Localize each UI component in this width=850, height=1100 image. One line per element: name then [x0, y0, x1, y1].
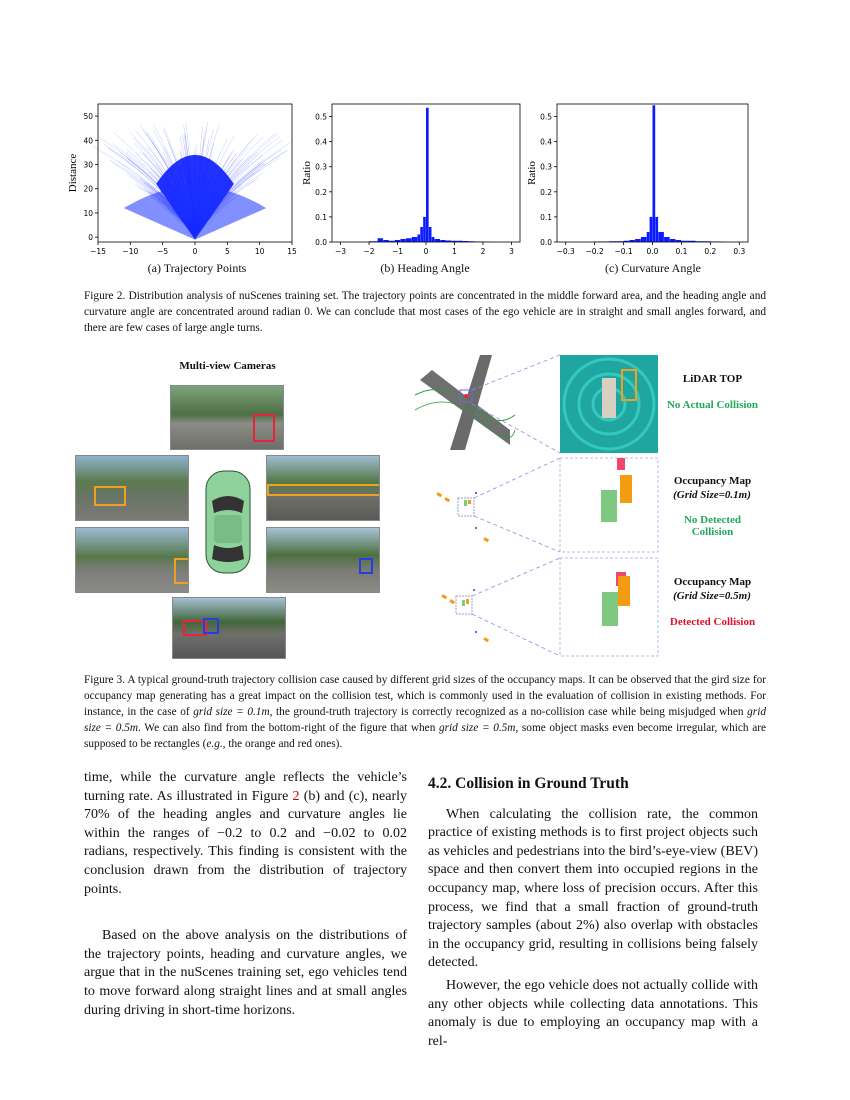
y-tick-label: 0.3 [540, 162, 552, 172]
y-tick-label: 0.3 [315, 162, 327, 172]
right-paragraph-2: However, the ego vehicle does not actually collide with any other objects while collecting data annotations. This anomaly is due to employing an occupancy map with a rel- [428, 977, 758, 1049]
occupancy-overview-1 [436, 492, 489, 542]
occupancy-overview-2 [441, 589, 489, 642]
y-tick-label: 40 [83, 136, 93, 146]
bbox-red [253, 414, 275, 442]
histogram-bar [406, 238, 411, 242]
x-tick-label: −10 [122, 247, 139, 256]
y-tick-label: 0.1 [540, 212, 552, 222]
x-tick-label: 1 [452, 247, 457, 256]
y-axis-label: Distance [67, 153, 79, 193]
occ1-grid: (Grid Size=0.1m) [673, 489, 751, 501]
camera-front-right [266, 455, 380, 521]
bev-views [410, 350, 660, 660]
histogram-bar [378, 238, 383, 242]
x-tick-label: −0.1 [614, 247, 633, 256]
occ2-title: Occupancy Map [673, 576, 752, 588]
y-tick-label: 0.5 [315, 112, 327, 122]
left-paragraph-2: Based on the above analysis on the distributions of the trajectory points, heading and curvature angles, we argue that in the nuScenes training set, ego vehicles tend to move forward along straight lines and at small angles during driving in short-time horizons. [84, 928, 407, 1018]
figure-2-caption: Figure 2. Distribution analysis of nuScenes training set. The trajectory points are concentrated in the middle forward area, and the heading angle and curvature angle are concentrated around radian 0. We can conclude that most cases of the ego vehicle are in straight and small angles forward, and there are few cases of large angle turns. [84, 290, 766, 334]
y-tick-label: 0.4 [315, 137, 327, 147]
histogram-bar [670, 239, 676, 242]
histogram-bar [417, 234, 420, 242]
y-tick-label: 0.2 [315, 187, 327, 197]
cameras-title: Multi-view Cameras [179, 360, 276, 372]
y-tick-label: 0 [88, 233, 93, 243]
camera-back-right [266, 527, 380, 593]
left-paragraph-1: time, while the curvature angle reflects the vehicle’s turning rate. As illustrated in Figure 2 (b) and (c), nearly 70% of the heading angles and curvature angles lie within the ranges of −0.2 to 0.2 and −0.02 to 0.02 radians, respectively. This finding is consistent with the conclusion drawn from the distribution of trajectory points. [84, 770, 407, 897]
y-tick-label: 0.0 [540, 238, 552, 247]
bbox-orange-small [174, 558, 189, 584]
chart-1 [301, 104, 520, 256]
occ2-grid: (Grid Size=0.5m) [673, 590, 751, 602]
bbox-blue [359, 558, 373, 574]
histogram-bar [647, 232, 650, 242]
ego-car-icon [200, 467, 256, 577]
y-axis-label: Ratio [526, 161, 538, 185]
figure-2-charts [0, 95, 850, 260]
x-tick-label: −1 [391, 247, 404, 256]
subcaption-b: (b) Heading Angle [380, 261, 470, 275]
histogram-bar [641, 237, 647, 242]
x-tick-label: 2 [480, 247, 486, 256]
histogram-bar [432, 237, 435, 242]
histogram-bar [658, 232, 664, 242]
x-tick-label: −0.2 [585, 247, 604, 256]
y-tick-label: 30 [83, 160, 93, 170]
occ1-title: Occupancy Map [673, 475, 752, 487]
x-tick-label: −3 [335, 247, 347, 256]
x-tick-label: 5 [224, 247, 230, 256]
histogram-bar [653, 105, 656, 242]
camera-front-left [75, 455, 189, 521]
x-tick-label: −0.3 [556, 247, 575, 256]
y-tick-label: 20 [83, 184, 93, 194]
x-tick-label: 0.3 [733, 247, 746, 256]
x-tick-label: 0.0 [646, 247, 659, 256]
y-axis-label: Ratio [301, 161, 313, 185]
histogram-bar [426, 108, 429, 242]
occ1-status: No Detected Collision [683, 514, 742, 538]
x-tick-label: 0.1 [675, 247, 688, 256]
occ2-status: Detected Collision [669, 616, 756, 628]
right-column [428, 775, 758, 1051]
y-tick-label: 0.4 [540, 137, 552, 147]
x-tick-label: −5 [157, 247, 169, 256]
y-tick-label: 10 [83, 208, 93, 218]
histogram-bar [655, 217, 658, 242]
left-column [84, 769, 407, 1020]
subcaption-c: (c) Curvature Angle [605, 261, 701, 275]
camera-front [170, 385, 284, 450]
y-tick-label: 50 [83, 112, 93, 122]
histogram-bar [664, 237, 670, 242]
multi-view-cameras [70, 355, 400, 660]
histogram-bar [429, 227, 432, 242]
figure-3-caption: Figure 3. A typical ground-truth trajectory collision case caused by different grid sizes of the occupancy maps. It can be observed that the gird size for occupancy map generating has a great impact on the collision test, which is commonly used in the evaluation of collision in existing methods. For instance, in the case of grid size = 0.1m, the ground-truth trajectory is correctly recognized as a no-collision case while being misjudged when grid size = 0.5m. We can also find from the bottom-right of the figure that when grid size = 0.5m, some object masks even become irregular, which are supposed to be rectangles (e.g., the orange and red ones). [84, 674, 766, 750]
histogram-bar [400, 239, 405, 242]
camera-back-left [75, 527, 189, 593]
camera-back [172, 597, 286, 659]
histogram-bar [420, 227, 423, 242]
histogram-bar [412, 237, 417, 242]
section-heading: 4.2. Collision in Ground Truth [428, 775, 629, 792]
x-tick-label: 0 [192, 247, 198, 256]
histogram-bar [435, 239, 440, 242]
histogram-bar [423, 217, 426, 242]
y-tick-label: 0.1 [315, 212, 327, 222]
x-tick-label: −15 [90, 247, 106, 256]
x-tick-label: 10 [254, 247, 265, 256]
trajectory-halo [124, 186, 266, 239]
bbox-orange [94, 486, 126, 506]
chart-2 [526, 104, 748, 256]
subcaption-a: (a) Trajectory Points [147, 261, 247, 275]
right-paragraph-1: When calculating the collision rate, the common practice of existing methods is to first project objects such as vehicles and pedestrians into the bird’s-eye-view (BEV) space and then convert them into occupied regions in the occupancy map, where loss of precision occurs. After this process, we find that a small fraction of ground-truth trajectory samples (about 2%) also overlap with obstacles in the occupancy grid, resulting in collisions being falsely detected. [428, 806, 758, 971]
x-tick-label: 0 [423, 247, 429, 256]
lidar-status: No Actual Collision [666, 399, 759, 411]
histogram-bar [650, 217, 653, 242]
y-tick-label: 0.5 [540, 112, 552, 122]
x-tick-label: 0.2 [704, 247, 717, 256]
x-tick-label: −2 [363, 247, 375, 256]
histogram-bar [635, 239, 641, 242]
y-tick-label: 0.2 [540, 187, 552, 197]
x-tick-label: 3 [509, 247, 514, 256]
chart-0 [67, 104, 297, 256]
x-tick-label: 15 [287, 247, 297, 256]
y-tick-label: 0.0 [315, 238, 327, 247]
lidar-title: LiDAR TOP [682, 373, 743, 385]
bbox-blue-2 [203, 618, 219, 634]
bbox-orange-long [267, 484, 380, 496]
